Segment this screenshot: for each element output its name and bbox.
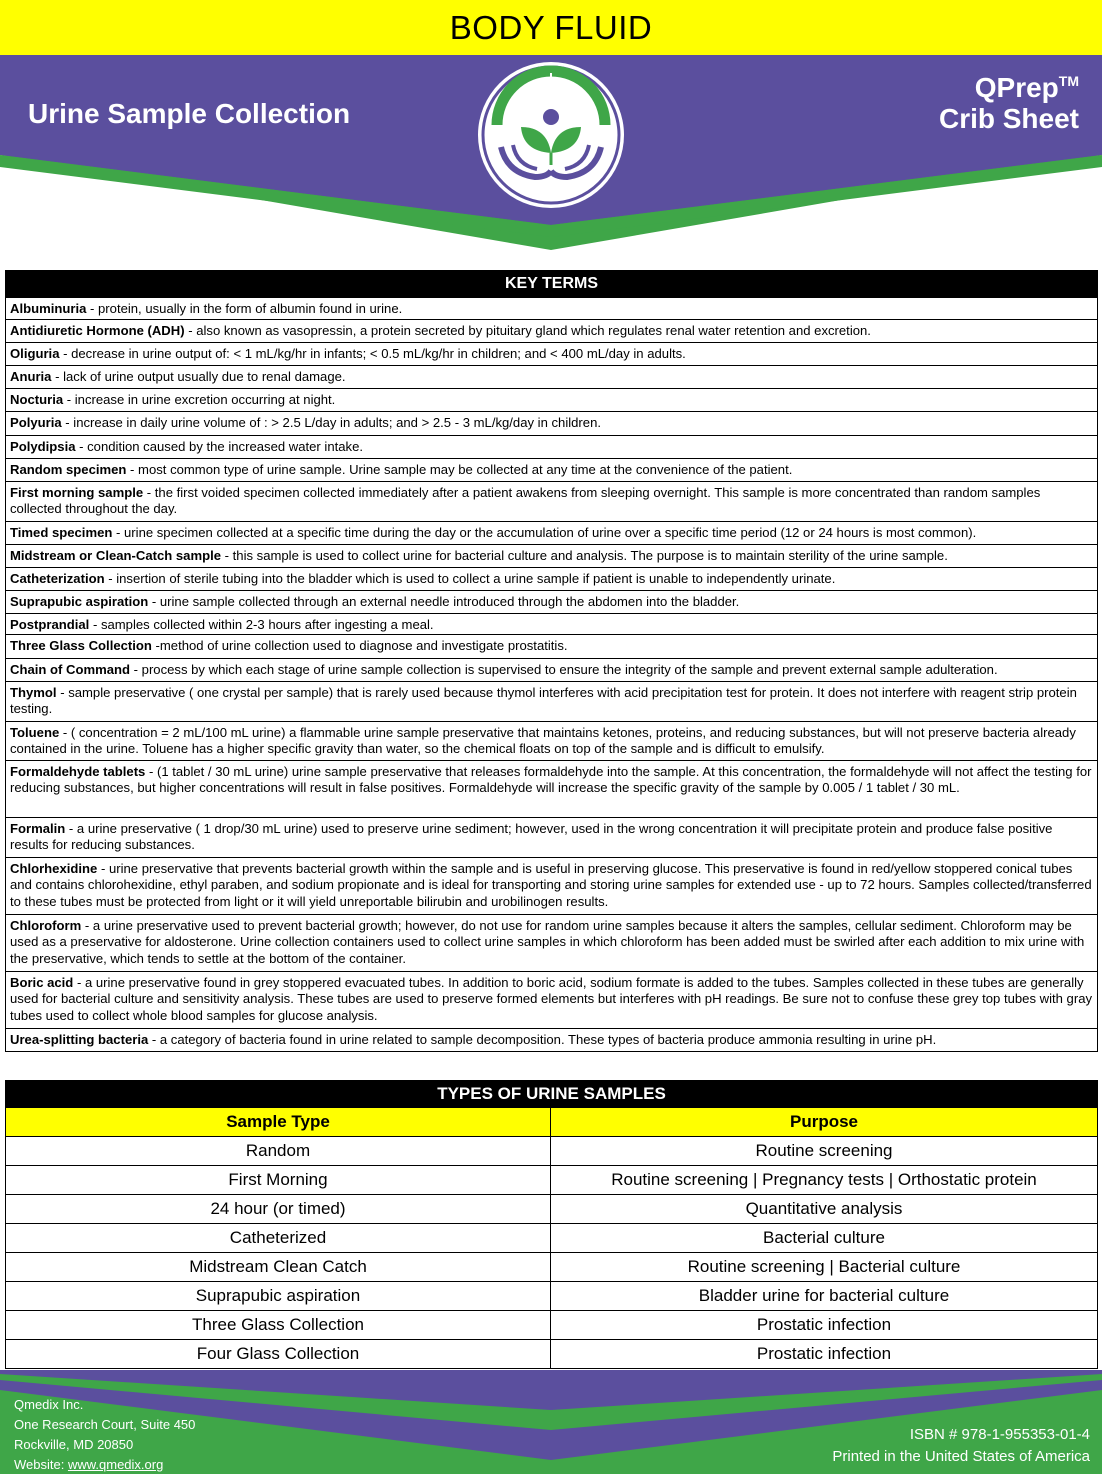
key-term-row — [5, 298, 1098, 320]
key-terms-heading: KEY TERMS — [5, 270, 1098, 298]
key-term-name: Chloroform — [10, 918, 82, 933]
key-term-name: Midstream or Clean-Catch sample — [10, 548, 222, 563]
key-term-definition: - sample preservative ( one crystal per sample) that is rarely used because thymol interferes with acid precipitation test for protein. It does not interfere with reagent strip protein testing. — [10, 685, 1077, 717]
key-term-definition: - most common type of urine sample. Urine sample may be collected at any time at the convenience of the patient. — [126, 462, 793, 477]
key-term-row — [5, 591, 1098, 614]
key-term-definition: - samples collected within 2-3 hours after ingesting a meal. — [89, 617, 434, 632]
key-term-row — [5, 412, 1098, 436]
sample-type-cell: Catheterized — [6, 1224, 551, 1252]
top-banner — [0, 0, 1102, 55]
purpose-cell: Quantitative analysis — [745, 1199, 903, 1218]
key-term-name: Formalin — [10, 821, 66, 836]
key-term-name: Polydipsia — [10, 439, 76, 454]
footer-address-line1: One Research Court, Suite 450 — [14, 1417, 196, 1432]
key-term-definition: - increase in urine excretion occurring at night. — [63, 392, 336, 407]
key-term-name: Catheterization — [10, 571, 105, 586]
key-term-definition: - protein, usually in the form of albumin found in urine. — [86, 301, 403, 316]
table-row — [5, 1340, 1098, 1369]
sample-type-cell: Midstream Clean Catch — [6, 1253, 551, 1281]
key-term-name: Timed specimen — [10, 525, 113, 540]
key-term-row — [5, 568, 1098, 591]
key-term-name: Three Glass Collection — [10, 638, 152, 653]
sample-types-rows — [5, 1137, 1098, 1369]
brand-name: QPrep — [974, 72, 1059, 103]
key-term-definition: - urine specimen collected at a specific time during the day or the accumulation of urine over a specific time period (12 or 24 hours is most common). — [112, 525, 977, 540]
key-term-name: Antidiuretic Hormone (ADH) — [10, 323, 185, 338]
brand-title — [939, 72, 1079, 134]
key-term-definition: - a urine preservative used to prevent bacterial growth; however, do not use for random urine samples because it alters the samples, cellular sediment. Chloroform may be used as a preservative for aldosterone. Urine collection containers used to collect urine samples in which chloroform has been added must be swirled after each addition to mix urine with the preservative, which tends to settle at the bottom of the container. — [10, 918, 1085, 966]
key-terms-table — [5, 270, 1098, 1052]
footer-website-label: Website: — [14, 1457, 68, 1472]
table-row — [5, 1282, 1098, 1311]
sample-types-header-row — [5, 1108, 1098, 1137]
key-term-definition: - ( concentration = 2 mL/100 mL urine) a flammable urine sample preservative that maintains ketones, proteins, and reducing substances, but will not preserve bacteria already contained in the urine. Toluene has a higher specific gravity than water, so the chemical floats on top of the sample and is difficult to emulsify. — [10, 725, 1076, 757]
key-term-row — [5, 366, 1098, 389]
key-term-name: Random specimen — [10, 462, 127, 477]
key-term-name: Toluene — [10, 725, 60, 740]
key-term-name: Suprapubic aspiration — [10, 594, 149, 609]
sample-type-cell: 24 hour (or timed) — [6, 1195, 551, 1223]
footer-publication — [832, 1424, 1090, 1468]
key-term-name: Urea-splitting bacteria — [10, 1032, 149, 1047]
key-term-definition: - condition caused by the increased water intake. — [75, 439, 363, 454]
column-header-sample-type: Sample Type — [6, 1108, 551, 1136]
key-term-row — [5, 761, 1098, 818]
table-row — [5, 1311, 1098, 1340]
key-terms-list — [5, 298, 1098, 1052]
key-term-row — [5, 722, 1098, 761]
key-term-row — [5, 1029, 1098, 1052]
purpose-cell: Prostatic infection — [756, 1315, 892, 1334]
key-term-row — [5, 482, 1098, 522]
key-term-row — [5, 459, 1098, 482]
key-term-row — [5, 545, 1098, 568]
key-term-name: First morning sample — [10, 485, 144, 500]
key-term-name: Formaldehyde tablets — [10, 764, 146, 779]
key-term-definition: - a urine preservative found in grey stoppered evacuated tubes. In addition to boric acid, sodium formate is added to the tubes. Samples collected in these tubes are generally used for bacterial culture and sensitivity analysis. These tubes are used to preserve formed elements but interferes with pH readings. Be sure not to confuse these grey top tubes with gray tubes used to collect whole blood samples for glucose analysis. — [10, 975, 1093, 1023]
sample-type-cell: Three Glass Collection — [6, 1311, 551, 1339]
footer-address-line2: Rockville, MD 20850 — [14, 1437, 134, 1452]
purpose-cell: Routine screening | Bacterial culture — [687, 1257, 961, 1276]
key-term-row — [5, 915, 1098, 972]
key-term-definition: - urine preservative that prevents bacterial growth within the sample and is useful in preserving glucose. This preservative is found in red/yellow stoppered conical tubes and contains chlorohexidine, ethyl paraben, and sodium propionate and is ideal for transporting and storing urine samples for extended use - up to 72 hours. Samples collected/transferred to these tubes must be protected from light or it will yield unreportable bilirubin and urobilinogen results. — [10, 861, 1092, 909]
key-term-name: Chain of Command — [10, 662, 131, 677]
sample-types-table — [5, 1080, 1098, 1369]
key-term-name: Thymol — [10, 685, 57, 700]
brand-subtitle: Crib Sheet — [938, 103, 1079, 134]
table-row — [5, 1224, 1098, 1253]
purpose-cell: Routine screening — [755, 1141, 893, 1160]
banner-title: BODY FLUID — [449, 8, 653, 46]
key-term-definition: - lack of urine output usually due to renal damage. — [51, 369, 346, 384]
column-header-purpose: Purpose — [789, 1112, 859, 1131]
key-term-name: Chlorhexidine — [10, 861, 98, 876]
key-term-name: Albuminuria — [10, 301, 87, 316]
purpose-cell: Routine screening | Pregnancy tests | Orthostatic protein — [611, 1170, 1037, 1189]
key-term-definition: - a category of bacteria found in urine related to sample decomposition. These types of bacteria produce ammonia resulting in urine pH. — [148, 1032, 937, 1047]
purpose-cell: Bladder urine for bacterial culture — [698, 1286, 950, 1305]
footer-isbn: ISBN # 978-1-955353-01-4 — [909, 1426, 1090, 1443]
key-term-row — [5, 659, 1098, 682]
key-term-definition: - increase in daily urine volume of : > 2.5 L/day in adults; and > 2.5 - 3 mL/kg/day in children. — [61, 415, 601, 430]
key-term-name: Polyuria — [10, 415, 62, 430]
key-term-name: Nocturia — [10, 392, 64, 407]
key-term-name: Anuria — [10, 369, 52, 384]
key-term-row — [5, 343, 1098, 366]
key-term-definition: - insertion of sterile tubing into the bladder which is used to collect a urine sample if patient is unable to independently urinate. — [104, 571, 836, 586]
key-term-row — [5, 818, 1098, 858]
sample-type-cell: Suprapubic aspiration — [6, 1282, 551, 1310]
key-term-row — [5, 320, 1098, 343]
table-row — [5, 1253, 1098, 1282]
key-term-definition: - decrease in urine output of: < 1 mL/kg/hr in infants; < 0.5 mL/kg/hr in children; and < 400 mL/day in adults. — [59, 346, 686, 361]
key-term-name: Boric acid — [10, 975, 74, 990]
page-subtitle: Urine Sample Collection — [28, 98, 351, 129]
key-term-row — [5, 635, 1098, 659]
footer-website-line — [14, 1455, 195, 1475]
key-term-name: Oliguria — [10, 346, 60, 361]
key-term-definition: - also known as vasopressin, a protein secreted by pituitary gland which regulates renal water retention and excretion. — [184, 323, 871, 338]
footer-address — [14, 1395, 195, 1475]
key-term-row — [5, 614, 1098, 635]
key-term-row — [5, 972, 1098, 1029]
purpose-cell: Bacterial culture — [763, 1228, 885, 1247]
table-row — [5, 1166, 1098, 1195]
sample-type-cell: Four Glass Collection — [6, 1340, 551, 1368]
key-term-definition: - the first voided specimen collected immediately after a patient awakens from sleeping overnight. This sample is more concentrated than random samples collected throughout the day. — [10, 485, 1041, 517]
key-term-name: Postprandial — [10, 617, 90, 632]
key-term-row — [5, 522, 1098, 545]
key-term-row — [5, 858, 1098, 915]
footer-company: Qmedix Inc. — [14, 1397, 84, 1412]
sample-types-heading: TYPES OF URINE SAMPLES — [5, 1080, 1098, 1108]
sample-type-cell: Random — [6, 1137, 551, 1165]
key-term-definition: -method of urine collection used to diagnose and investigate prostatitis. — [151, 638, 568, 653]
qmedix-logo-icon — [477, 61, 625, 209]
purpose-cell: Prostatic infection — [756, 1344, 892, 1363]
key-term-definition: - (1 tablet / 30 mL urine) urine sample preservative that releases formaldehyde into the sample. At this concentration, the formaldehyde will not affect the testing for reducing substances, but higher concentrations will result in false positives. Formaldehyde will increase the specific gravity of the sample by 0.005 / 1 tablet / 30 mL. — [10, 764, 1092, 796]
key-term-definition: - this sample is used to collect urine for bacterial culture and analysis. The purpose is to maintain sterility of the urine sample. — [221, 548, 948, 563]
key-term-row — [5, 389, 1098, 412]
key-term-definition: - process by which each stage of urine sample collection is supervised to ensure the integrity of the sample and prevent external sample adulteration. — [130, 662, 998, 677]
sample-type-cell: First Morning — [6, 1166, 551, 1194]
key-term-definition: - a urine preservative ( 1 drop/30 mL urine) used to preserve urine sediment; however, used in the wrong concentration it will precipitate protein and produce false positive results for reducing substances. — [10, 821, 1053, 853]
key-term-row — [5, 682, 1098, 722]
table-row — [5, 1137, 1098, 1166]
key-term-row — [5, 436, 1098, 459]
table-row — [5, 1195, 1098, 1224]
footer-printed: Printed in the United States of America — [832, 1448, 1090, 1465]
footer-website-link[interactable]: www.qmedix.org — [67, 1457, 164, 1472]
trademark: TM — [1058, 73, 1079, 89]
key-term-definition: - urine sample collected through an external needle introduced through the abdomen into the bladder. — [148, 594, 740, 609]
